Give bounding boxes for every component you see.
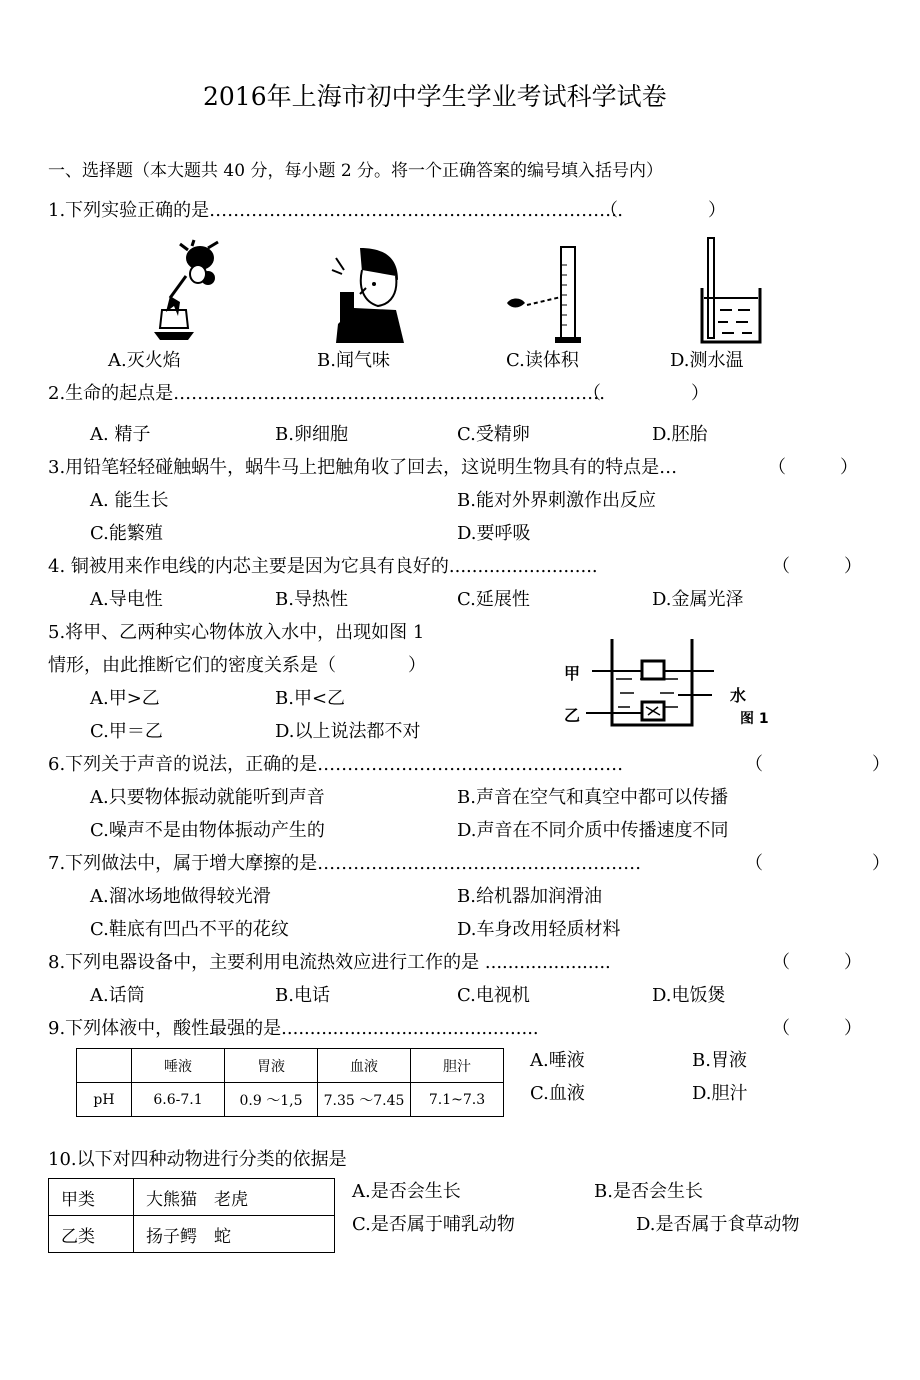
q9-option-c: C.血液: [530, 1083, 585, 1104]
q9-table-cell: 唾液: [132, 1049, 225, 1083]
q2-answer-paren: （ ）: [583, 383, 709, 404]
q10-classification-table: [48, 1178, 335, 1253]
q5-stem-line2: 情形，由此推断它们的密度关系是（ ）: [48, 655, 426, 676]
q5-option-a: A.甲>乙: [90, 688, 160, 709]
q2-option-c: C.受精卵: [457, 424, 530, 445]
q9-ph-table: [76, 1048, 504, 1117]
q9-stem: 9.下列体液中，酸性最强的是.............................................: [48, 1018, 539, 1039]
q10-table-cell: 大熊猫 老虎: [134, 1179, 335, 1216]
q5-label-figure: 图 1: [740, 711, 769, 727]
q1-option-c: C.读体积: [506, 350, 579, 371]
q10-table-cell: 乙类: [49, 1216, 134, 1253]
q6-paren-close: ）: [872, 754, 890, 775]
q10-table-cell: 甲类: [49, 1179, 134, 1216]
q7-option-b: B.给机器加润滑油: [457, 886, 602, 907]
q8-option-a: A.话筒: [90, 985, 145, 1006]
q3-option-a: A. 能生长: [90, 490, 169, 511]
q1-figure-b-smell: [330, 248, 410, 343]
q9-table-cell: 胃液: [225, 1049, 318, 1083]
q6-option-d: D.声音在不同介质中传播速度不同: [457, 820, 729, 841]
q5-option-c: C.甲＝乙: [90, 721, 163, 742]
q6-paren-open: （: [745, 754, 763, 775]
q5-option-b: B.甲<乙: [275, 688, 346, 709]
q4-option-d: D.金属光泽: [652, 589, 744, 610]
q4-answer-paren: （ ）: [772, 556, 862, 577]
q1-figure-a-fire: [148, 240, 238, 345]
q9-table-cell: 血液: [318, 1049, 411, 1083]
q8-option-b: B.电话: [275, 985, 330, 1006]
q3-option-d: D.要呼吸: [457, 523, 531, 544]
q8-option-c: C.电视机: [457, 985, 530, 1006]
q10-option-b: B.是否会生长: [594, 1181, 703, 1202]
q9-table-cell: pH: [77, 1083, 132, 1117]
q4-option-b: B.导热性: [275, 589, 348, 610]
page-title: 2016年上海市初中学生学业考试科学试卷: [203, 82, 667, 111]
q1-stem: 1.下列实验正确的是……………………………………………………………: [48, 200, 624, 221]
q1-figure-d-thermometer: [698, 238, 768, 343]
q2-option-d: D.胚胎: [652, 424, 708, 445]
q1-option-d: D.测水温: [670, 350, 744, 371]
q3-answer-paren: （ ）: [768, 457, 858, 478]
q4-option-c: C.延展性: [457, 589, 530, 610]
q9-option-d: D.胆汁: [692, 1083, 748, 1104]
q8-option-d: D.电饭煲: [652, 985, 726, 1006]
q10-table-cell: 扬子鳄 蛇: [134, 1216, 335, 1253]
q6-option-c: C.噪声不是由物体振动产生的: [90, 820, 325, 841]
q1-figure-c-cylinder: [505, 245, 585, 345]
q6-stem: 6.下列关于声音的说法，正确的是……………………………………………: [48, 754, 624, 775]
q8-answer-paren: （ ）: [772, 952, 862, 973]
q10-option-a: A.是否会生长: [352, 1181, 461, 1202]
q6-option-a: A.只要物体振动就能听到声音: [90, 787, 325, 808]
q3-option-c: C.能繁殖: [90, 523, 163, 544]
q9-table-row: [77, 1083, 504, 1117]
q7-option-c: C.鞋底有凹凸不平的花纹: [90, 919, 289, 940]
q9-table-cell: 7.1~7.3: [411, 1083, 504, 1117]
q5-stem-line1: 5.将甲、乙两种实心物体放入水中，出现如图 1: [48, 622, 425, 643]
section-heading: 一、选择题（本大题共 40 分，每小题 2 分。将一个正确答案的编号填入括号内）: [48, 161, 664, 181]
q9-option-b: B.胃液: [692, 1050, 747, 1071]
q9-table-cell: [77, 1049, 132, 1083]
q7-paren-open: （: [745, 853, 763, 874]
q5-label-water: 水: [730, 686, 747, 705]
q10-table-row: [49, 1179, 335, 1216]
q2-option-a: A. 精子: [90, 424, 151, 445]
q9-table-cell: 7.35 ～7.45: [318, 1083, 411, 1117]
q7-stem: 7.下列做法中，属于增大摩擦的是………………………………………………: [48, 853, 642, 874]
q5-label-yi: 乙: [564, 706, 581, 725]
q9-table-cell: 0.9 ～1,5: [225, 1083, 318, 1117]
q4-stem: 4. 铜被用来作电线的内芯主要是因为它具有良好的..........................: [48, 556, 598, 577]
q7-paren-close: ）: [872, 853, 890, 874]
q9-option-a: A.唾液: [530, 1050, 585, 1071]
q1-option-b: B.闻气味: [317, 350, 390, 371]
q1-option-a: A.灭火焰: [108, 350, 181, 371]
q9-table-cell: 胆汁: [411, 1049, 504, 1083]
q10-option-c: C.是否属于哺乳动物: [352, 1214, 515, 1235]
q10-option-d: D.是否属于食草动物: [636, 1214, 800, 1235]
q9-table-cell: 6.6-7.1: [132, 1083, 225, 1117]
q8-stem: 8.下列电器设备中，主要利用电流热效应进行工作的是 ......................: [48, 952, 611, 973]
q5-option-d: D.以上说法都不对: [275, 721, 421, 742]
q3-stem: 3.用铅笔轻轻碰触蜗牛，蜗牛马上把触角收了回去，这说明生物具有的特点是…: [48, 457, 678, 478]
q9-answer-paren: （ ）: [772, 1018, 862, 1039]
q1-answer-paren: （ ）: [600, 200, 726, 221]
q5-figure-density: [562, 635, 782, 730]
q5-label-jia: 甲: [564, 664, 581, 683]
q7-option-d: D.车身改用轻质材料: [457, 919, 621, 940]
q3-option-b: B.能对外界刺激作出反应: [457, 490, 656, 511]
q6-option-b: B.声音在空气和真空中都可以传播: [457, 787, 728, 808]
q2-option-b: B.卵细胞: [275, 424, 348, 445]
q9-table-header-row: [77, 1049, 504, 1083]
q2-stem: 2.生命的起点是………………………………………………………………: [48, 383, 606, 404]
q10-stem: 10.以下对四种动物进行分类的依据是: [48, 1149, 347, 1170]
q7-option-a: A.溜冰场地做得较光滑: [90, 886, 271, 907]
q4-option-a: A.导电性: [90, 589, 163, 610]
q10-table-row: [49, 1216, 335, 1253]
